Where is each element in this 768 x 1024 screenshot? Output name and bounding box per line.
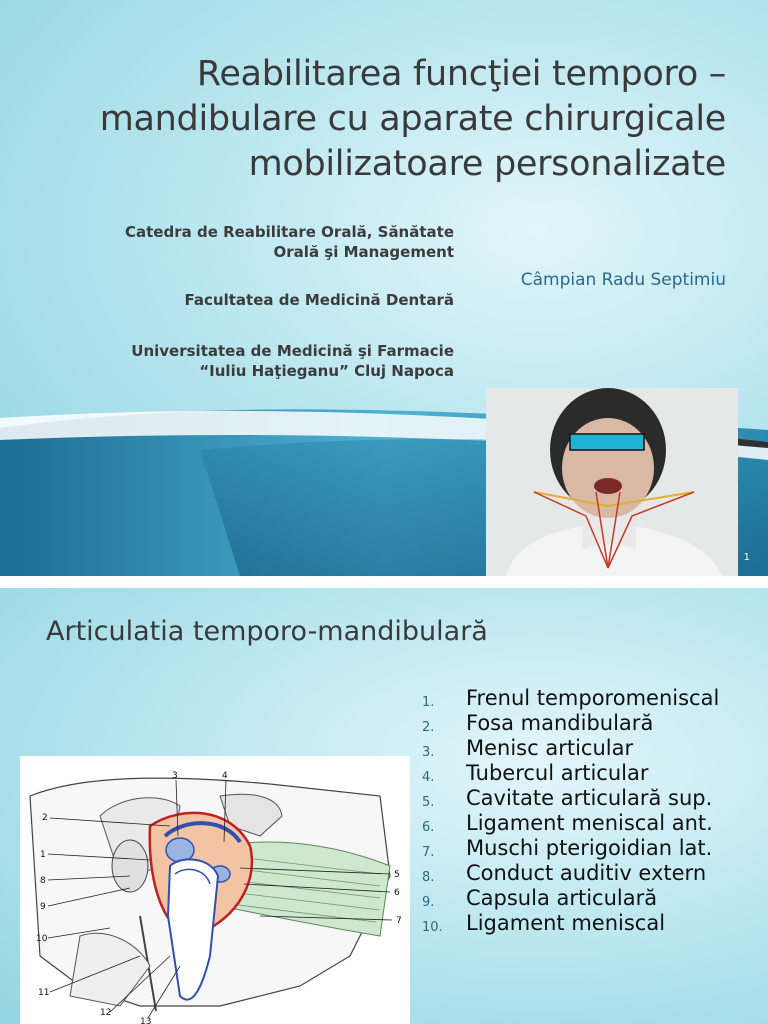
affiliation-faculty: Facultatea de Medicină Dentară — [184, 291, 454, 309]
list-number: 5. — [422, 795, 435, 810]
list-item — [414, 888, 754, 909]
list-label: Ligament meniscal — [466, 911, 666, 935]
list-number: 10. — [422, 920, 443, 935]
patient-photo — [486, 388, 738, 576]
slide-title: Reabilitarea funcţiei temporo – mandibulare cu aparate chirurgicale mobilizatoare personalizate — [99, 54, 726, 184]
diagram-label-13: 13 — [140, 1017, 152, 1024]
diagram-label-5: 5 — [394, 870, 400, 880]
list-label: Frenul temporomeniscal — [466, 686, 720, 710]
list-number: 1. — [422, 695, 435, 710]
structure-list — [414, 688, 754, 938]
list-number: 6. — [422, 820, 435, 835]
list-item — [414, 713, 754, 734]
tmj-anatomy-illustration — [20, 756, 410, 1024]
diagram-label-4: 4 — [222, 771, 228, 781]
list-label: Ligament meniscal ant. — [466, 811, 713, 835]
list-item — [414, 913, 754, 934]
list-item — [414, 838, 754, 859]
list-label: Tubercul articular — [466, 761, 649, 785]
diagram-label-7: 7 — [396, 916, 402, 926]
list-label: Menisc articular — [466, 736, 634, 760]
list-item — [414, 788, 754, 809]
diagram-label-6: 6 — [394, 888, 400, 898]
affiliation-university: Universitatea de Medicină şi Farmacie “Iuliu Haţieganu” Cluj Napoca — [131, 342, 454, 380]
list-label: Fosa mandibulară — [466, 711, 654, 735]
list-number: 7. — [422, 845, 435, 860]
tmj-diagram — [20, 756, 410, 1024]
list-item — [414, 863, 754, 884]
patient-photo-illustration — [486, 388, 738, 576]
list-number: 2. — [422, 720, 435, 735]
diagram-label-2: 2 — [42, 813, 48, 823]
diagram-label-10: 10 — [36, 934, 48, 944]
list-label: Cavitate articulară sup. — [466, 786, 713, 810]
diagram-label-8: 8 — [40, 876, 46, 886]
slide-number: 1 — [743, 552, 750, 563]
diagram-label-9: 9 — [40, 902, 46, 912]
diagram-label-11: 11 — [38, 988, 50, 998]
affiliation-department: Catedra de Reabilitare Orală, Sănătate Orală şi Management — [125, 223, 454, 261]
slide-title: Articulatia temporo-mandibulară — [46, 616, 488, 647]
list-number: 8. — [422, 870, 435, 885]
list-item — [414, 763, 754, 784]
list-label: Muschi pterigoidian lat. — [466, 836, 713, 860]
list-item — [414, 738, 754, 759]
list-number: 4. — [422, 770, 435, 785]
diagram-label-12: 12 — [100, 1008, 112, 1018]
list-number: 9. — [422, 895, 435, 910]
list-item — [414, 688, 754, 709]
list-label: Conduct auditiv extern — [466, 861, 707, 885]
list-label: Capsula articulară — [466, 886, 658, 910]
list-number: 3. — [422, 745, 435, 760]
anatomy-slide — [0, 588, 768, 1024]
author-name: Câmpian Radu Septimiu — [520, 270, 726, 290]
list-item — [414, 813, 754, 834]
diagram-label-1: 1 — [40, 850, 46, 860]
diagram-label-3: 3 — [172, 771, 178, 781]
